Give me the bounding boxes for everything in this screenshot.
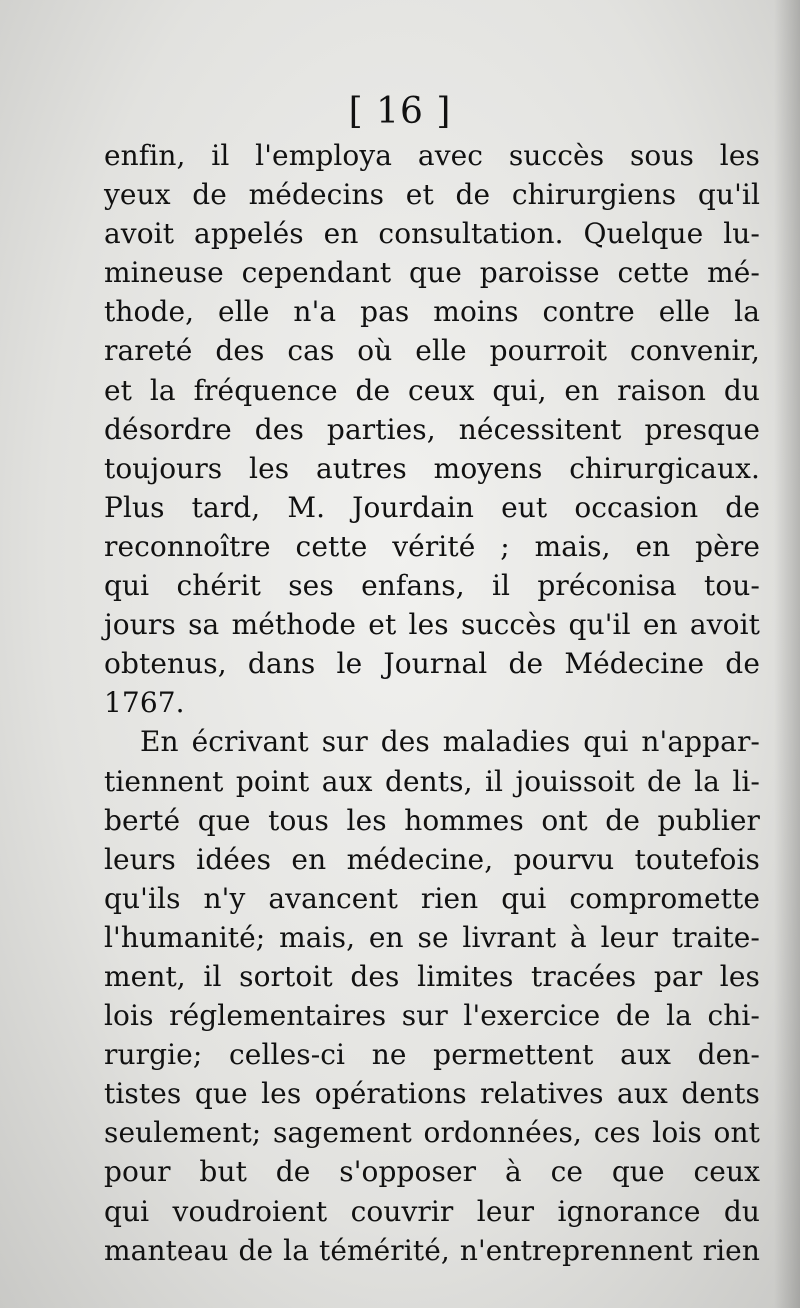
text-line: qu'ils n'y avancent rien qui compromette	[104, 881, 760, 915]
text-line: thode, elle n'a pas moins contre elle la	[104, 295, 760, 329]
page-edge-shadow	[774, 0, 800, 1308]
text-line-paragraph-end: 1767.	[104, 686, 185, 720]
body-text	[104, 136, 760, 1270]
text-line: tistes que les opérations relatives aux dents	[104, 1077, 760, 1111]
text-line: mineuse cependant que paroisse cette mé-	[104, 256, 760, 290]
text-line: lois réglementaires sur l'exercice de la chi-	[104, 999, 760, 1033]
text-line: seulement; sagement ordonnées, ces lois ont	[104, 1116, 760, 1150]
text-line: avoit appelés en consultation. Quelque lu-	[104, 217, 760, 251]
text-line: obtenus, dans le Journal de Médecine de	[104, 647, 760, 681]
text-line: reconnoître cette vérité ; mais, en père	[104, 529, 760, 563]
text-line: désordre des parties, nécessitent presque	[104, 412, 760, 446]
page-number: [ 16 ]	[348, 91, 452, 132]
text-line: l'humanité; mais, en se livrant à leur traite-	[104, 920, 760, 954]
text-line: pour but de s'opposer à ce que ceux	[104, 1155, 760, 1189]
text-line: qui chérit ses enfans, il préconisa tou-	[104, 569, 760, 603]
text-line: yeux de médecins et de chirurgiens qu'il	[104, 178, 760, 212]
text-line: leurs idées en médecine, pourvu toutefois	[104, 842, 760, 876]
text-line: toujours les autres moyens chirurgicaux.	[104, 451, 760, 485]
text-line-paragraph-start: En écrivant sur des maladies qui n'appar-	[140, 725, 760, 759]
text-line: rurgie; celles-ci ne permettent aux den-	[104, 1038, 760, 1072]
text-line: qui voudroient couvrir leur ignorance du	[104, 1194, 760, 1228]
text-line: manteau de la témérité, n'entreprennent rien	[104, 1233, 760, 1267]
text-line: tiennent point aux dents, il jouissoit de la li-	[104, 764, 760, 798]
text-line: et la fréquence de ceux qui, en raison du	[104, 373, 760, 407]
text-line: berté que tous les hommes ont de publier	[104, 803, 760, 837]
text-line: enfin, il l'employa avec succès sous les	[104, 139, 760, 172]
text-line: ment, il sortoit des limites tracées par les	[104, 959, 760, 993]
text-line: Plus tard, M. Jourdain eut occasion de	[104, 490, 760, 524]
text-line: rareté des cas où elle pourroit convenir,	[104, 334, 760, 368]
text-line: jours sa méthode et les succès qu'il en avoit	[104, 608, 760, 642]
